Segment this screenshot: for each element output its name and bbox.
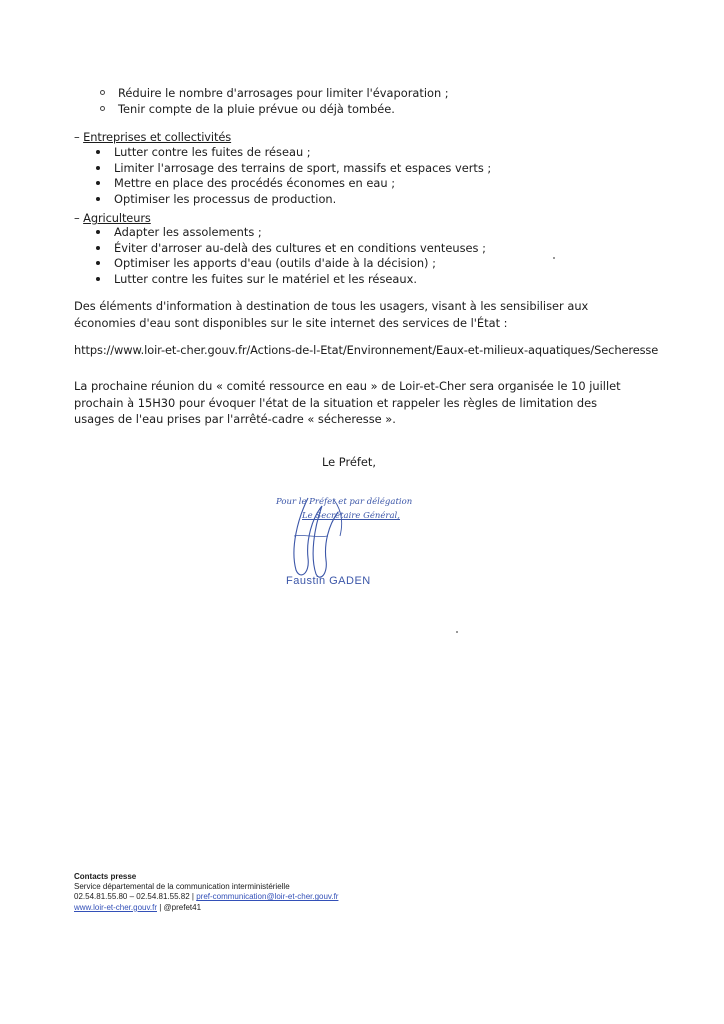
footer-service: Service départemental de la communication interministérielle [74,882,290,892]
section-heading-enterprises: – Entreprises et collectivités [74,130,232,144]
footer-email-link[interactable]: pref-communication@loir-et-cher.gouv.fr [196,892,339,902]
bullet-icon [96,230,100,234]
circle-bullet-icon [100,90,105,95]
scan-speck [456,631,458,633]
footer-website-link[interactable]: www.loir-et-cher.gouv.fr [74,902,157,912]
bullet-icon [96,166,100,170]
signatory-title: Le Préfet, [322,455,376,469]
footer-social: | @prefet41 [159,902,202,912]
document-page: Réduire le nombre d'arrosages pour limiter l'évaporation ; Tenir compte de la pluie prévue ou déjà tombée. – Entreprises et collectivités Lutter contre les fuites de réseau ; Limiter l'arrosage des terrains de sport, massifs et espaces verts ; Mettre en place des procédés économes en eau ; Optimiser les processus de production. – Agriculteurs Adapter les assolements ; Éviter d'arroser au-delà des cultures et en conditions venteuses ; Optimiser les apports d'eau (outils d'aide à la décision) ; Lutter contre les fuites sur le matériel et les réseaux. Des éléments d'information à destination de tous les usagers, visant à les sensibiliser aux économies d'eau sont disponibles sur le site internet des services de l'État : https://www.loir-et-cher.gouv.fr/Actions-de-l-Etat/Environnement/Eaux-et-milieux-aquatiques/Secheresse La prochaine réunion du « comité ressource en eau » de Loir-et-Cher sera organisée le 10 juillet prochain à 15H30 pour évoquer l'état de la situation et rappeler les règles de limitation des usages de l'eau prises par l'arrêté-cadre « sécheresse ». Le Préfet, Pour le Préfet et par délégation Le Secrétaire Général, Faustin GADEN Contacts presse Service départemental de la communication interministérielle 02.54.81.55.80 – 02.54.81.55.82 | pref-communication@loir-et-cher.gouv.fr www.loir-et-cher.gouv.fr | @prefet41 [74,86,659,912]
footer-contact-line [74,892,338,902]
handwritten-signature [270,478,380,588]
info-paragraph: Des éléments d'information à destination de tous les usagers, visant à les sensibiliser aux économies d'eau sont disponibles sur le site internet des services de l'État : [74,299,589,330]
meeting-paragraph: La prochaine réunion du « comité ressource en eau » de Loir-et-Cher sera organisée le 10 juillet prochain à 15H30 pour évoquer l'état de la situation et rappeler les règles de limitation des usages de l'eau prises par l'arrêté-cadre « sécheresse ». [74,379,621,426]
signatory-name: Faustin GADEN [286,575,371,587]
delegation-stamp-line2: Le Secrétaire Général, [302,511,400,521]
delegation-stamp-line1: Pour le Préfet et par délégation [276,497,413,507]
footer-heading: Contacts presse [74,872,137,881]
footer-web-line [74,903,338,913]
info-url[interactable]: https://www.loir-et-cher.gouv.fr/Actions-de-l-Etat/Environnement/Eaux-et-milieux-aquatiques/Secheresse [74,343,659,357]
circle-bullet-icon [100,106,105,111]
bullet-icon [96,150,100,154]
footer-phones: 02.54.81.55.80 – 02.54.81.55.82 | [74,892,194,902]
bullet-icon [96,277,100,281]
section-heading-farmers: – Agriculteurs [74,211,151,225]
press-contacts [74,872,338,913]
bullet-icon [96,181,100,185]
bullet-icon [96,261,100,265]
scan-speck [553,257,555,259]
bullet-icon [96,246,100,250]
bullet-icon [96,197,100,201]
